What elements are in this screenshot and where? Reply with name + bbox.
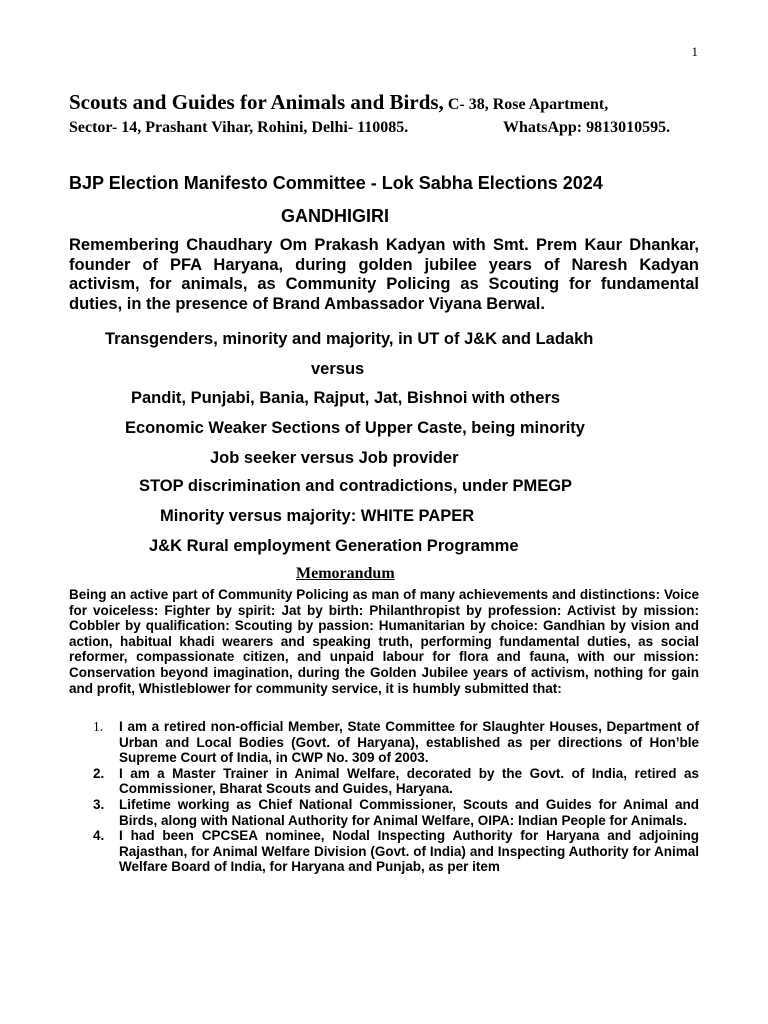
intro-paragraph: Remembering Chaudhary Om Prakash Kadyan with Smt. Prem Kaur Dhankar, founder of PFA Haryana, during golden jubilee years of Naresh Kadyan activism, for animals, as Community Policing as Scouting for fundamental duties, in the presence of Brand Ambassador Viyana Berwal. [69,236,699,313]
whatsapp-number: WhatsApp: 9813010595. [503,119,671,136]
centered-line-6: STOP discrimination and contradictions, under PMEGP [139,477,573,495]
list-item [69,766,699,797]
list-item [69,797,699,828]
centered-line-5: Job seeker versus Job provider [210,449,459,467]
list-item [69,719,699,766]
list-item-number: 1. [93,719,104,734]
list-item-number: 4. [93,828,105,844]
centered-line-8: J&K Rural employment Generation Programme [149,537,519,555]
memorandum-body: Being an active part of Community Policing as man of many achievements and distinctions: Voice for voiceless: Fighter by spirit: Jat by birth: Philanthropist by profession: Activist by mission: Cobbler by qualification: Scouting by passion: Humanitarian by choice: Gandhian by vision and action, habitual khadi wearers and speaking truth, performing fundamental duties, as social reformer, compassionate citizen, and unpaid labour for flora and fauna, with our mission: Conservation beyond imagination, during the Golden Jubilee years of activism, nothing for gain and profit, Whistleblower for community service, it is humbly submitted that: [69,587,699,696]
subtitle-gandhigiri: GANDHIGIRI [281,206,389,226]
centered-line-3: Pandit, Punjabi, Bania, Rajput, Jat, Bishnoi with others [131,389,561,407]
list-item-text: Lifetime working as Chief National Commissioner, Scouts and Guides for Animal and Birds, along with National Authority for Animal Welfare, OIPA: Indian People for Animals. [119,796,699,828]
centered-line-1: Transgenders, minority and majority, in UT of J&K and Ladakh [105,330,594,348]
list-item-number: 2. [93,765,105,781]
letterhead-line-1 [69,90,709,115]
address-part-1: C- 38, Rose Apartment, [447,96,609,113]
list-item-text: I had been CPCSEA nominee, Nodal Inspecting Authority for Haryana and adjoining Rajasthan, for Animal Welfare Division (Govt. of India) and Inspecting Authority for Animal Welfare Board of India, for Haryana and Punjab, as per item [119,828,699,875]
letterhead-line-2 [69,119,709,137]
list-item [69,828,699,875]
manifesto-title: BJP Election Manifesto Committee - Lok Sabha Elections 2024 [69,173,603,193]
list-item-text: I am a retired non-official Member, State Committee for Slaughter Houses, Department of Urban and Local Bodies (Govt. of Haryana), established as per directions of Hon’ble Supreme Court of India, in CWP No. 309 of 2003. [119,719,699,766]
memorandum-title: Memorandum [296,565,395,582]
organization-name: Scouts and Guides for Animals and Birds, [69,90,444,114]
centered-line-4: Economic Weaker Sections of Upper Caste, being minority [125,419,585,437]
centered-line-7: Minority versus majority: WHITE PAPER [160,507,475,525]
centered-line-2: versus [311,360,365,378]
address-part-2: Sector- 14, Prashant Vihar, Rohini, Delhi- 110085. [69,119,409,136]
page-number: 1 [691,44,698,59]
list-item-number: 3. [93,796,105,812]
list-item-text: I am a Master Trainer in Animal Welfare, decorated by the Govt. of India, retired as Commissioner, Bharat Scouts and Guides, Haryana. [119,765,699,797]
memorandum-points [69,719,699,875]
